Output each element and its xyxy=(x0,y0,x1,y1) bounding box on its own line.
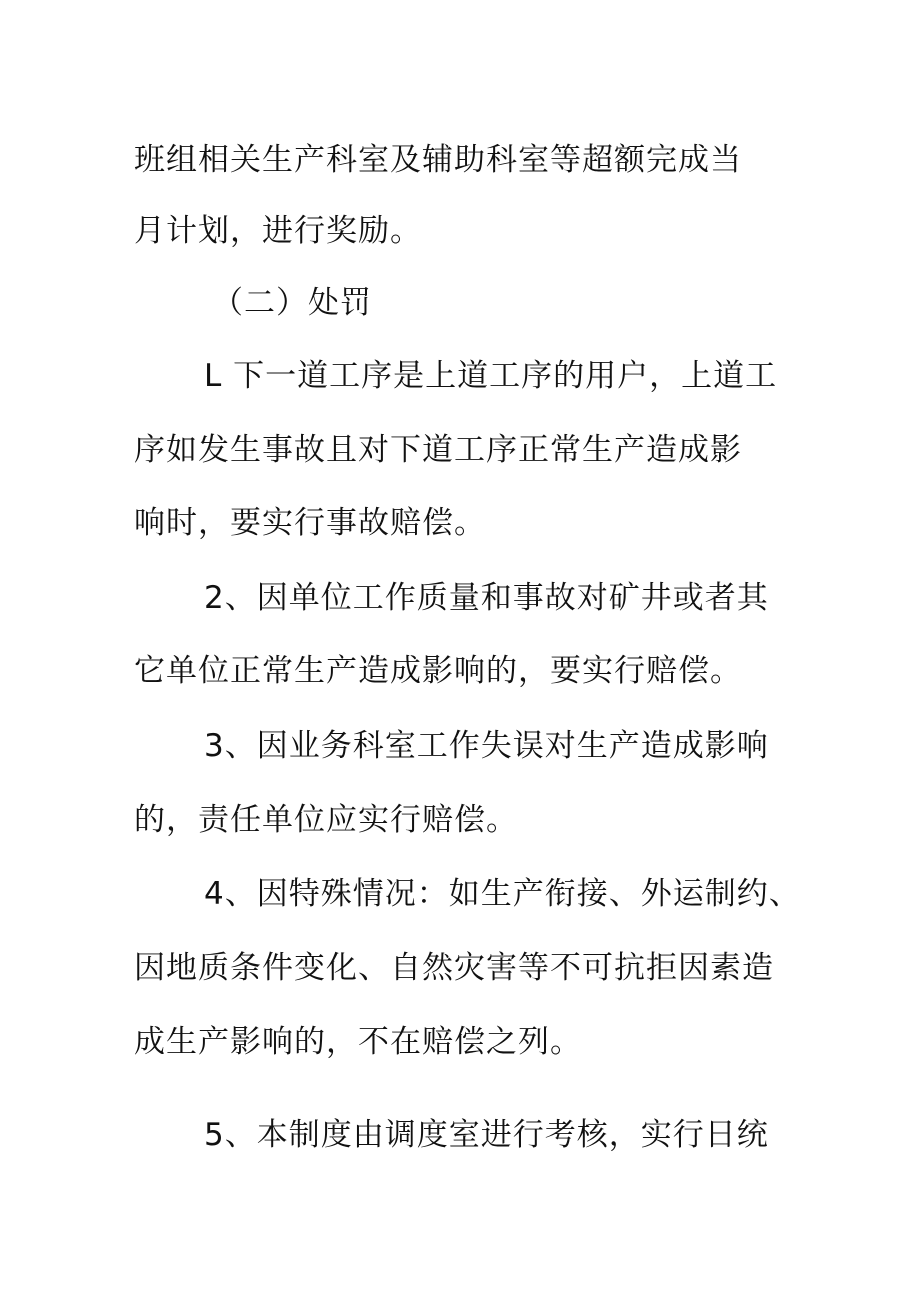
section-heading: （二）处罚 xyxy=(212,285,372,321)
paragraph-line: 因地质条件变化、自然灾害等不可抗拒因素造 xyxy=(134,950,774,986)
paragraph-line: L 下一道工序是上道工序的用户，上道工 xyxy=(204,358,778,394)
paragraph-line: 序如发生事故且对下道工序正常生产造成影 xyxy=(134,432,742,468)
paragraph-line: 响时，要实行事故赔偿。 xyxy=(134,505,486,541)
paragraph-line: 3、因业务科室工作失误对生产造成影响 xyxy=(204,728,769,764)
paragraph-line: 它单位正常生产造成影响的，要实行赔偿。 xyxy=(134,653,742,689)
paragraph-line: 班组相关生产科室及辅助科室等超额完成当 xyxy=(134,142,742,178)
paragraph-line: 5、本制度由调度室进行考核，实行日统 xyxy=(204,1117,769,1153)
paragraph-line: 月计划，进行奖励。 xyxy=(134,213,422,249)
paragraph-line: 成生产影响的，不在赔偿之列。 xyxy=(134,1024,582,1060)
paragraph-line: 4、因特殊情况：如生产衔接、外运制约、 xyxy=(204,876,801,912)
paragraph-line: 的，责任单位应实行赔偿。 xyxy=(134,802,518,838)
paragraph-line: 2、因单位工作质量和事故对矿井或者其 xyxy=(204,580,769,616)
